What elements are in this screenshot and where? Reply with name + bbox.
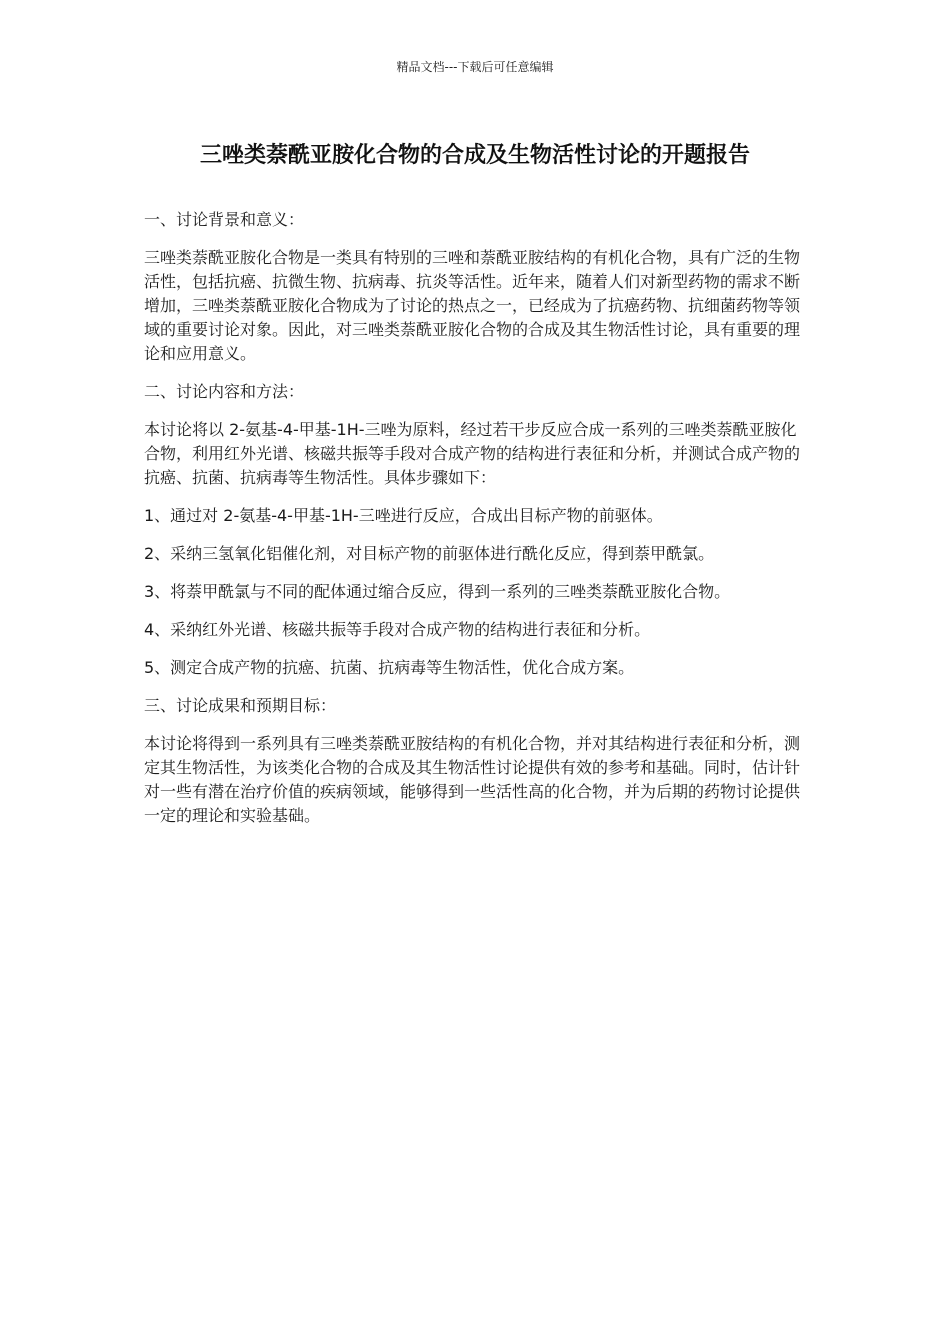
background-paragraph: 三唑类萘酰亚胺化合物是一类具有特别的三唑和萘酰亚胺结构的有机化合物，具有广泛的生物活性，包括抗癌、抗微生物、抗病毒、抗炎等活性。近年来，随着人们对新型药物的需求不断增加，三唑类萘酰亚胺化合物成为了讨论的热点之一，已经成为了抗癌药物、抗细菌药物等领域的重要讨论对象。因此，对三唑类萘酰亚胺化合物的合成及其生物活性讨论，具有重要的理论和应用意义。 bbox=[144, 248, 801, 363]
step-item-3: 3、将萘甲酰氯与不同的配体通过缩合反应，得到一系列的三唑类萘酰亚胺化合物。 bbox=[144, 582, 731, 601]
document-title: 三唑类萘酰亚胺化合物的合成及生物活性讨论的开题报告 bbox=[199, 143, 750, 168]
document-body bbox=[144, 208, 809, 842]
step-item-1: 1、通过对 2-氨基-4-甲基-1H-三唑进行反应，合成出目标产物的前驱体。 bbox=[144, 506, 663, 525]
methods-heading: 二、讨论内容和方法： bbox=[144, 382, 305, 401]
step-item-5: 5、测定合成产物的抗癌、抗菌、抗病毒等生物活性，优化合成方案。 bbox=[144, 658, 635, 677]
header-note: 精品文档---下载后可任意编辑 bbox=[396, 60, 554, 74]
step-item-2: 2、采纳三氢氧化铝催化剂，对目标产物的前驱体进行酰化反应，得到萘甲酰氯。 bbox=[144, 544, 715, 563]
step-item-4: 4、采纳红外光谱、核磁共振等手段对合成产物的结构进行表征和分析。 bbox=[144, 620, 651, 639]
results-paragraph: 本讨论将得到一系列具有三唑类萘酰亚胺结构的有机化合物，并对其结构进行表征和分析，测定其生物活性，为该类化合物的合成及其生物活性讨论提供有效的参考和基础。同时，估计针对一些有潜在治疗价值的疾病领域，能够得到一些活性高的化合物，并为后期的药物讨论提供一定的理论和实验基础。 bbox=[144, 734, 801, 825]
background-heading: 一、讨论背景和意义： bbox=[144, 210, 305, 229]
methods-paragraph: 本讨论将以 2-氨基-4-甲基-1H-三唑为原料，经过若干步反应合成一系列的三唑类萘酰亚胺化合物，利用红外光谱、核磁共振等手段对合成产物的结构进行表征和分析，并测试合成产物的抗癌、抗菌、抗病毒等生物活性。具体步骤如下： bbox=[144, 420, 801, 487]
results-heading: 三、讨论成果和预期目标： bbox=[144, 696, 337, 715]
